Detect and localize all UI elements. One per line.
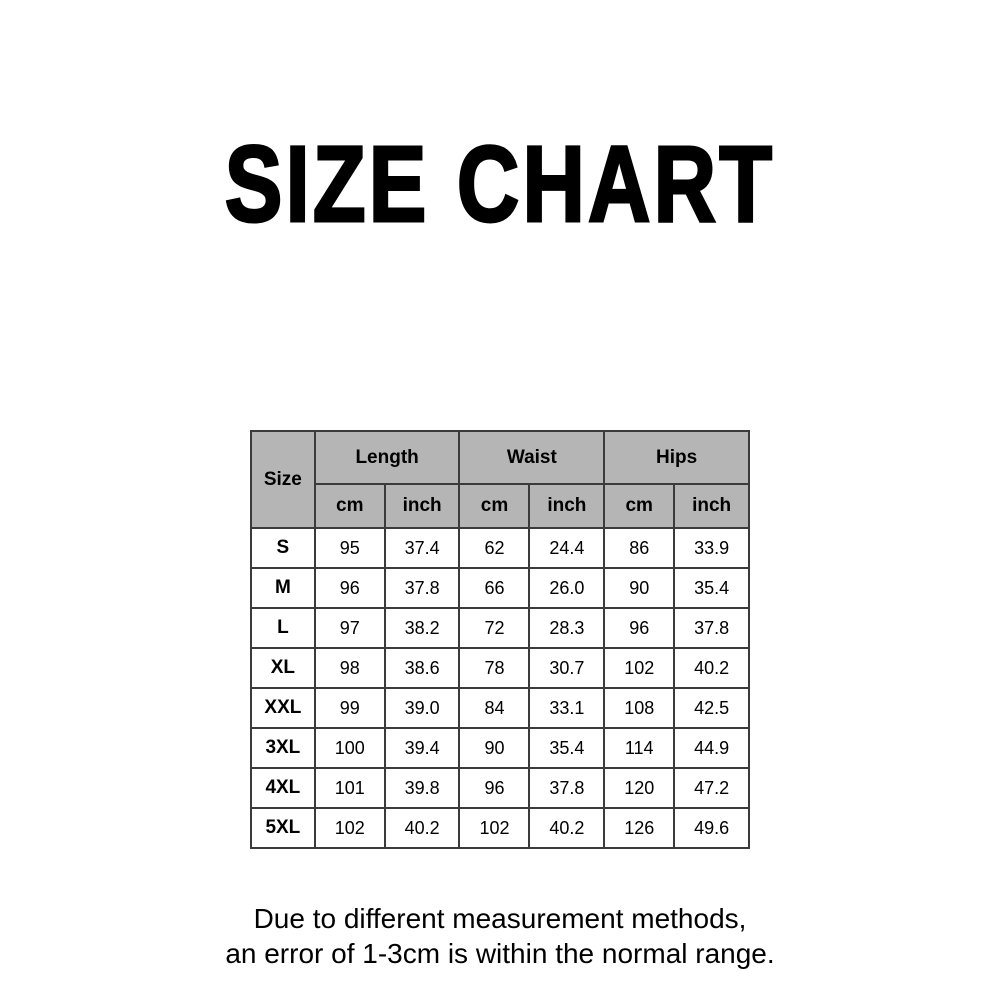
measurement-cell: 33.9 xyxy=(674,528,749,568)
note-line-1: Due to different measurement methods, xyxy=(253,903,747,934)
measurement-cell: 66 xyxy=(459,568,529,608)
measurement-note xyxy=(0,901,1000,971)
measurement-cell: 72 xyxy=(459,608,529,648)
measurement-cell: 98 xyxy=(315,648,385,688)
measurement-cell: 37.8 xyxy=(674,608,749,648)
measurement-cell: 40.2 xyxy=(385,808,460,848)
table-row-xxl xyxy=(251,688,749,728)
measurement-cell: 38.6 xyxy=(385,648,460,688)
measurement-cell: 40.2 xyxy=(674,648,749,688)
measurement-cell: 30.7 xyxy=(529,648,604,688)
measurement-cell: 62 xyxy=(459,528,529,568)
measurement-cell: 78 xyxy=(459,648,529,688)
measurement-cell: 86 xyxy=(604,528,674,568)
waist-cm-header: cm xyxy=(459,484,529,528)
measurement-cell: 49.6 xyxy=(674,808,749,848)
measurement-cell: 37.8 xyxy=(529,768,604,808)
size-label: XXL xyxy=(251,688,315,728)
measurement-cell: 96 xyxy=(604,608,674,648)
measurement-cell: 95 xyxy=(315,528,385,568)
measurement-cell: 120 xyxy=(604,768,674,808)
measurement-cell: 102 xyxy=(604,648,674,688)
measurement-cell: 37.8 xyxy=(385,568,460,608)
table-row-3xl xyxy=(251,728,749,768)
table-row-5xl xyxy=(251,808,749,848)
note-line-2: an error of 1-3cm is within the normal range. xyxy=(225,938,775,969)
measurement-cell: 40.2 xyxy=(529,808,604,848)
waist-inch-header: inch xyxy=(529,484,604,528)
waist-group-header: Waist xyxy=(459,431,604,484)
measurement-cell: 96 xyxy=(315,568,385,608)
length-cm-header: cm xyxy=(315,484,385,528)
length-group-header: Length xyxy=(315,431,460,484)
measurement-cell: 39.0 xyxy=(385,688,460,728)
measurement-cell: 96 xyxy=(459,768,529,808)
measurement-cell: 84 xyxy=(459,688,529,728)
measurement-cell: 102 xyxy=(315,808,385,848)
measurement-cell: 126 xyxy=(604,808,674,848)
measurement-cell: 39.8 xyxy=(385,768,460,808)
measurement-cell: 42.5 xyxy=(674,688,749,728)
size-label: L xyxy=(251,608,315,648)
measurement-cell: 101 xyxy=(315,768,385,808)
measurement-cell: 47.2 xyxy=(674,768,749,808)
measurement-cell: 33.1 xyxy=(529,688,604,728)
size-label: 4XL xyxy=(251,768,315,808)
size-label: 3XL xyxy=(251,728,315,768)
measurement-cell: 97 xyxy=(315,608,385,648)
page-title: SIZE CHART xyxy=(224,123,776,244)
size-label: XL xyxy=(251,648,315,688)
table-row-s xyxy=(251,528,749,568)
hips-cm-header: cm xyxy=(604,484,674,528)
measurement-cell: 24.4 xyxy=(529,528,604,568)
table-row-4xl xyxy=(251,768,749,808)
measurement-cell: 90 xyxy=(459,728,529,768)
size-column-header: Size xyxy=(251,431,315,528)
measurement-cell: 90 xyxy=(604,568,674,608)
length-inch-header: inch xyxy=(385,484,460,528)
measurement-cell: 100 xyxy=(315,728,385,768)
measurement-cell: 99 xyxy=(315,688,385,728)
measurement-cell: 114 xyxy=(604,728,674,768)
measurement-cell: 35.4 xyxy=(529,728,604,768)
table-row-l xyxy=(251,608,749,648)
measurement-cell: 37.4 xyxy=(385,528,460,568)
table-row-xl xyxy=(251,648,749,688)
measurement-cell: 28.3 xyxy=(529,608,604,648)
table-row-m xyxy=(251,568,749,608)
size-label: S xyxy=(251,528,315,568)
size-label: M xyxy=(251,568,315,608)
measurement-cell: 39.4 xyxy=(385,728,460,768)
measurement-cell: 102 xyxy=(459,808,529,848)
measurement-cell: 26.0 xyxy=(529,568,604,608)
measurement-cell: 108 xyxy=(604,688,674,728)
measurement-cell: 44.9 xyxy=(674,728,749,768)
hips-inch-header: inch xyxy=(674,484,749,528)
size-chart-table xyxy=(250,430,750,849)
size-label: 5XL xyxy=(251,808,315,848)
hips-group-header: Hips xyxy=(604,431,749,484)
measurement-cell: 35.4 xyxy=(674,568,749,608)
measurement-cell: 38.2 xyxy=(385,608,460,648)
